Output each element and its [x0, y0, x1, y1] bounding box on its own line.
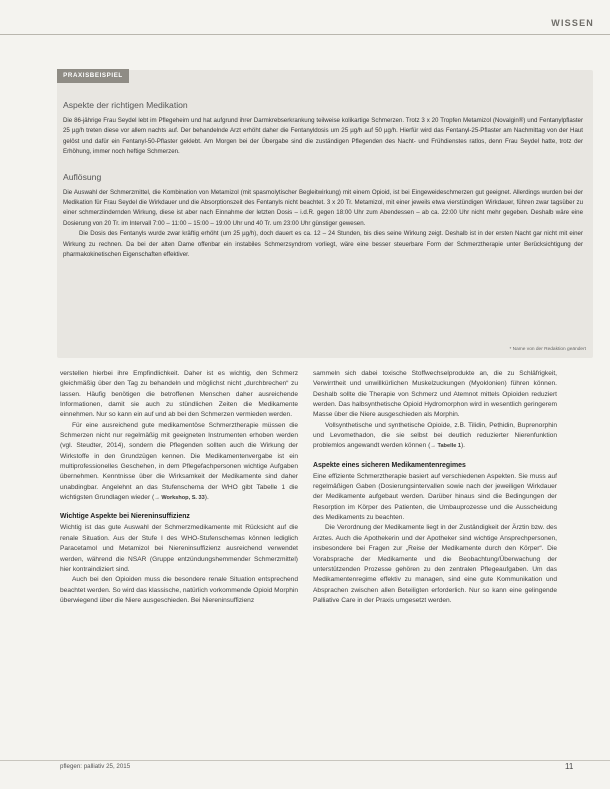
- section-label: WISSEN: [551, 18, 594, 28]
- footer-rule: [0, 760, 610, 761]
- paragraph-end: ).: [460, 442, 466, 450]
- paragraph-text: Für eine ausreichend gute medikamentöse Schmerztherapie müssen die Schmerzen nicht nur regelmäßig mit geeigneten Instrumenten erhoben werden (vgl. Steudter, 2014), sondern die Pflegenden sollten auch die Wirkung der Wirkstoffe in den Grundzügen kennen. Die Medikamentenvergabe ist ein multiprofessionelles Geschehen, in dem Pflegefachpersonen wichtige Aufgaben übernehmen. Kenntnisse über die Wirksamkeit der Medikamente sind daher unabdingbar. Angelehnt an das Stufenschema der WHO gibt Tabelle 1 die wichtigsten Grundlagen wieder (: [60, 421, 298, 502]
- name-footnote: * Name von der Redaktion geändert: [509, 347, 586, 352]
- journal-name: pflegen: palliativ 25, 2015: [60, 763, 131, 770]
- section-heading-kidney: Wichtige Aspekte bei Niereninsuffizienz: [60, 513, 190, 521]
- paragraph-text: Vollsynthetische und synthetische Opioide, z.B. Tilidin, Pethidin, Buprenorphin und Levomethadon, die sie selbst bei deutlich reduzierter Nierenfunktion problemlos angewandt werden können (: [313, 421, 557, 450]
- table-reference: → Tabelle 1: [430, 443, 461, 450]
- paragraph: Wichtig ist das gute Auswahl der Schmerzmedikamente mit Rücksicht auf die renale Situation. Aus der Stufe I des WHO-Stufenschemas können lediglich Paracetamol und Metamizol bei Niereninsuffizienz ausreichend verwendet werden, während die NSAR (Gruppe entzündungshemmender Schmerzmittel) hier kontraindiziert sind.: [60, 524, 298, 573]
- right-column: [313, 369, 557, 606]
- left-column: [60, 369, 298, 606]
- paragraph: Auch bei den Opioiden muss die besondere renale Situation entsprechend beachtet werden. So wird das klassische, natürlich vorkommende Opioid Morphin überwiegend über die Niere ausgeschieden. Bei Niereninsuffizienz: [60, 576, 298, 604]
- paragraph: verstellen hierbei ihre Empfindlichkeit. Daher ist es wichtig, den Schmerz gleichmäßig über den Tag zu behandeln und möglichst nicht „durchbrechen“ zu lassen. Häufig benötigen die betroffenen Menschen daher ausreichende Informationen, damit sie auch zu stündlichen Zeiten die Medikamente einnehmen. Nur so kann ein auf und ab bei den Schmerzen vermieden werden.: [60, 370, 298, 419]
- case-study-title: Aspekte der richtigen Medikation: [63, 100, 188, 110]
- paragraph: [313, 421, 557, 452]
- solution-title: Auflösung: [63, 171, 102, 182]
- case-study-content: [63, 100, 583, 260]
- paragraph: Eine effiziente Schmerztherapie basiert auf verschiedenen Aspekten. Sie muss auf regelmäßigen Gaben (Dosierungsintervallen sowie nach der jeweiligen Wirkdauer der Medikamente aufgebaut werden. Darüber hinaus sind die Bedingungen der Resorption im Körper des Patienten, die Umbauprozesse und die Ausscheidung des Medikaments zu beachten.: [313, 472, 557, 522]
- header-rule: [0, 34, 610, 35]
- workshop-reference: → Workshop, S. 33: [154, 495, 205, 502]
- paragraph-end: ).: [204, 494, 209, 502]
- paragraph: [60, 421, 298, 504]
- page-number: 11: [565, 762, 574, 771]
- paragraph: sammeln sich dabei toxische Stoffwechselprodukte an, die zu Schläfrigkeit, Verwirrtheit und unwillkürlichen Muskelzuckungen (Myoklonien) führen können. Deshalb sollte die Therapie von Schmerz und Atemnot mittels Opioiden reduziert werden. Das halbsynthetische Opioid Hydromorphon wird in wesentlich geringerem Masse über die Niere ausgeschieden als Morphin.: [313, 370, 557, 419]
- section-heading-medication-regime: Aspekte eines sicheren Medikamentenregimes: [313, 461, 466, 469]
- case-study-text: Die 86-jährige Frau Seydel lebt im Pflegeheim und hat aufgrund ihrer Darmkrebserkrankung teilweise kolikartige Schmerzen. Trotz 3 x 20 Tropfen Metamizol (Novalgin®) und Fentanylpflaster 25 µg/h treten diese vor allem nachts auf. Der behandelnde Arzt erhöht daher die Fentanyldosis um 25 µg/h auf 50 µg/h. Hierfür wird das Fentanyl-25-Pflaster am Nachmittag von der Haut gelöst und dafür ein Fentanyl-50-Pflaster geklebt. Am Morgen bei der Übergabe sind die zuständigen Pflegenden des Nacht- und Frühdienstes ratlos, denn Frau Seydel hatte, trotz der Erhöhung, immer noch heftige Schmerzen.: [63, 117, 583, 156]
- solution-text-2: Die Dosis des Fentanyls wurde zwar kräftig erhöht (um 25 µg/h), doch dauert es ca. 12 – 24 Stunden, bis dies seine Wirkung zeigt. Deshalb ist in der ersten Nacht gar nicht mit einer Wirkung zu rechnen. Da bei der alten Dame offenbar ein instabiles Schmerzsyndrom vorliegt, wäre eine besser steuerbare Form der Schmerztherapie unter Berücksichtigung der pharmakokinetischen Eigenschaften effektiver.: [63, 230, 583, 259]
- case-study-tag: PRAXISBEISPIEL: [57, 69, 129, 83]
- solution-text-1: Die Auswahl der Schmerzmittel, die Kombination von Metamizol (mit spasmolytischer Begleitwirkung) mit einem Opioid, ist bei Eingeweideschmerzen gut geeignet. Allerdings wurden bei der Medikation für Frau Seydel die Wirkdauer und die Absorptionszeit des Fentanyls nicht beachtet. 3 x 20 Tr. Metamizol, mit einer jeweils etwa vierstündigen Wirkdauer, führen zwar tagsüber zu einer schmerzlindernden Wirkung, diese ist aber nach Einnahme der letzten Dosis – i.d.R. gegen 18:00 Uhr zum Abendessen – ab ca. 22:00 Uhr nicht mehr gegeben. Deshalb wäre eine Dosierung von 20 Tr. im Intervall 7:00 – 11:00 – 15:00 – 19:00 Uhr und 40 Tr. um 23:00 Uhr günstiger gewesen.: [63, 188, 583, 227]
- paragraph: Die Verordnung der Medikamente liegt in der Zuständigkeit der Ärztin bzw. des Arztes. Auch die Apothekerin und der Apotheker sind wichtige Ansprechpersonen, insbesondere bei Fragen zur „Reise der Medikamente durch den Körper“. Die Vorabsprache der Medikamente und die Beobachtung/Überwachung der unterstützenden Prozesse gehören zu den zentralen Pflegeaufgaben. Um das Medikamentenregime effektiv zu managen, sind eine gute Kommunikation und Absprachen zwischen allen Beteiligten erforderlich. Nur so kann eine gelingende Palliative Care in der Praxis umgesetzt werden.: [313, 524, 557, 604]
